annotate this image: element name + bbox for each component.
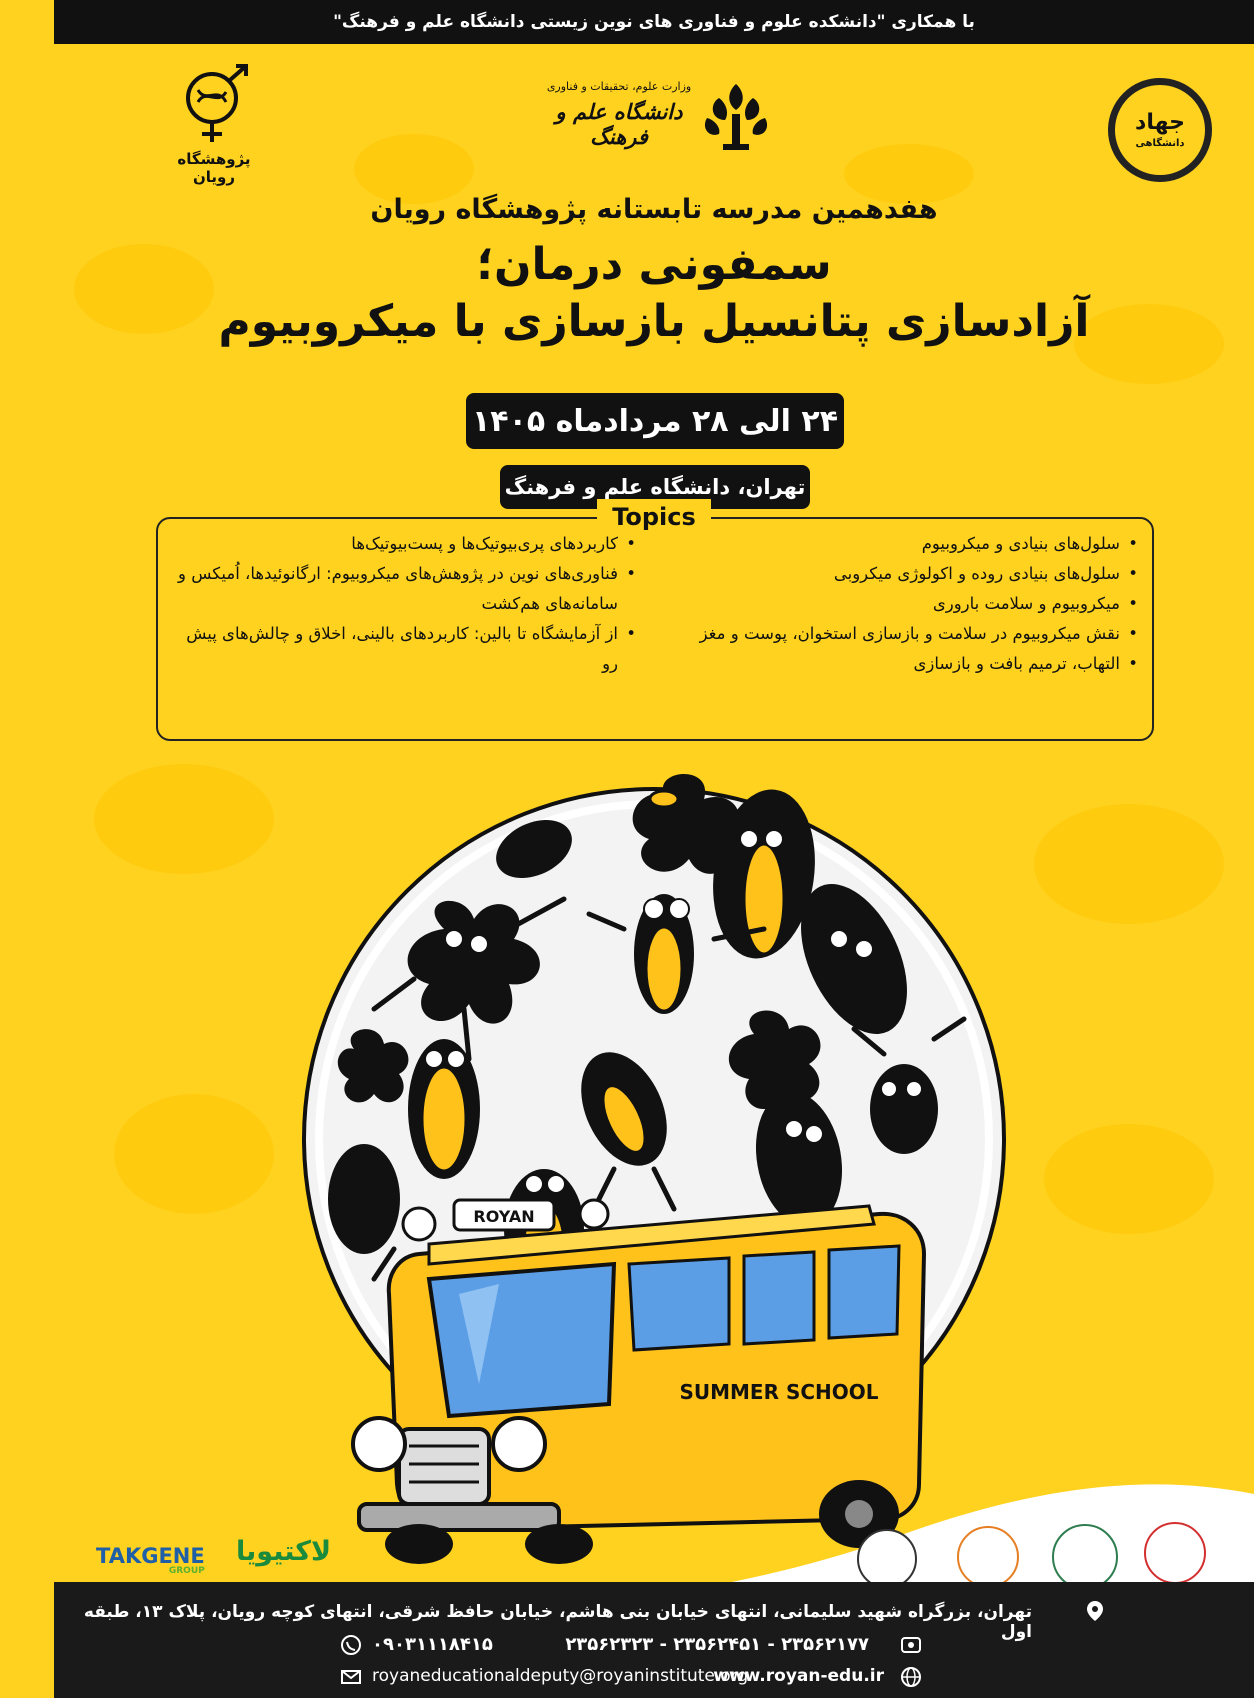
topic-item: • از آزمایشگاه تا بالین: کاربردهای بالینی، اخلاق و چالش‌های پیش رو (172, 619, 638, 679)
footer (54, 1582, 1254, 1698)
topic-item: • سلول‌های بنیادی و میکروبیوم (654, 529, 1140, 559)
title-school: مدرسه تابستانه پژوهشگاه رویان (370, 194, 812, 225)
top-bar (54, 0, 1254, 44)
background-blob (94, 764, 274, 874)
topic-item: • التهاب، ترمیم بافت و بازسازی (654, 649, 1140, 679)
email-icon (340, 1666, 362, 1688)
whatsapp-icon (340, 1634, 362, 1656)
lactivia-name: لاکتیویا (236, 1536, 332, 1567)
jihad-name: جهاد (1135, 109, 1185, 135)
topic-item: • کاربردهای پری‌بیوتیک‌ها و پست‌بیوتیک‌ها (172, 529, 638, 559)
date-badge (466, 393, 844, 449)
ministry-name: وزارت علوم، تحقیقات و فناوری (546, 80, 692, 93)
footer-email[interactable]: royaneducationaldeputy@royaninstitute.org (372, 1666, 749, 1686)
bus-label: SUMMER SCHOOL (679, 1380, 879, 1404)
topics-heading: Topics (597, 499, 711, 535)
takgene-sub: GROUP (168, 1566, 205, 1576)
university-name: دانشگاه علم و فرهنگ (555, 99, 683, 149)
title-line-2: سمفونی درمان؛ (476, 239, 832, 290)
phone-icon (900, 1634, 922, 1656)
poster (54, 44, 1254, 1582)
takgene-name: TAKGENE (96, 1544, 205, 1568)
footer-address: تهران، بزرگراه شهید سلیمانی، انتهای خیابان بنی هاشم، خیابان حافظ شرقی، انتهای کوچه رویان، پلاک ۱۳، طبقه اول (83, 1602, 1032, 1642)
partner-emblem-icon (1052, 1524, 1118, 1590)
topic-item: • سلول‌های بنیادی روده و اکولوژی میکروبی (654, 559, 1140, 589)
footer-whatsapp: ۰۹۰۳۱۱۱۸۴۱۵ (372, 1634, 493, 1655)
event-title (54, 194, 1254, 347)
takgene-logo (96, 1544, 205, 1576)
partner-emblem-icon (957, 1526, 1019, 1588)
royan-tech-emblem-icon (1144, 1522, 1206, 1584)
jihad-daneshgahi-logo (1108, 78, 1212, 182)
university-logo (544, 74, 774, 164)
title-edition: هفدهمین (811, 194, 938, 225)
background-blob (1034, 804, 1224, 924)
title-line-1 (54, 194, 1254, 225)
location-icon (0, 1582, 22, 1604)
collaboration-text: با همکاری "دانشکده علوم و فناوری های نوین زیستی دانشگاه علم و فرهنگ" (333, 12, 975, 32)
jihad-sub: دانشگاهی (1135, 137, 1185, 149)
event-date: ۲۴ الی ۲۸ مردادماه ۱۴۰۵ (471, 403, 839, 439)
university-emblem-icon (699, 74, 774, 154)
globe-icon (900, 1666, 922, 1688)
footer-phones: ۲۳۵۶۲۳۲۳ - ۲۳۵۶۲۴۵۱ - ۲۳۵۶۲۱۷۷ (565, 1634, 869, 1655)
lactivia-logo (236, 1536, 331, 1567)
background-blob (114, 1094, 274, 1214)
location-pin-icon (1084, 1600, 1106, 1622)
topic-item: • فناوری‌های نوین در پژوهش‌های میکروبیوم: ارگانوئیدها، اُمیکس و سامانه‌های هم‌کشت (172, 559, 638, 619)
topic-item: • نقش میکروبیوم در سلامت و بازسازی استخوان، پوست و مغز (654, 619, 1140, 649)
partner-emblem-icon (857, 1529, 917, 1589)
background-blob (1044, 1124, 1214, 1234)
topic-item: • میکروبیوم و سلامت باروری (654, 589, 1140, 619)
title-line-3: آزادسازی پتانسیل بازسازی با میکروبیوم (218, 296, 1090, 347)
bus-roof-text: ROYAN (473, 1207, 535, 1226)
topics-list-right (654, 529, 1140, 679)
royan-emblem-icon (174, 64, 254, 144)
royan-institute-name: پژوهشگاه رویان (177, 150, 251, 186)
topics-list-left (172, 529, 638, 679)
footer-website[interactable]: www.royan-edu.ir (713, 1666, 884, 1686)
event-venue: تهران، دانشگاه علم و فرهنگ (504, 475, 806, 499)
